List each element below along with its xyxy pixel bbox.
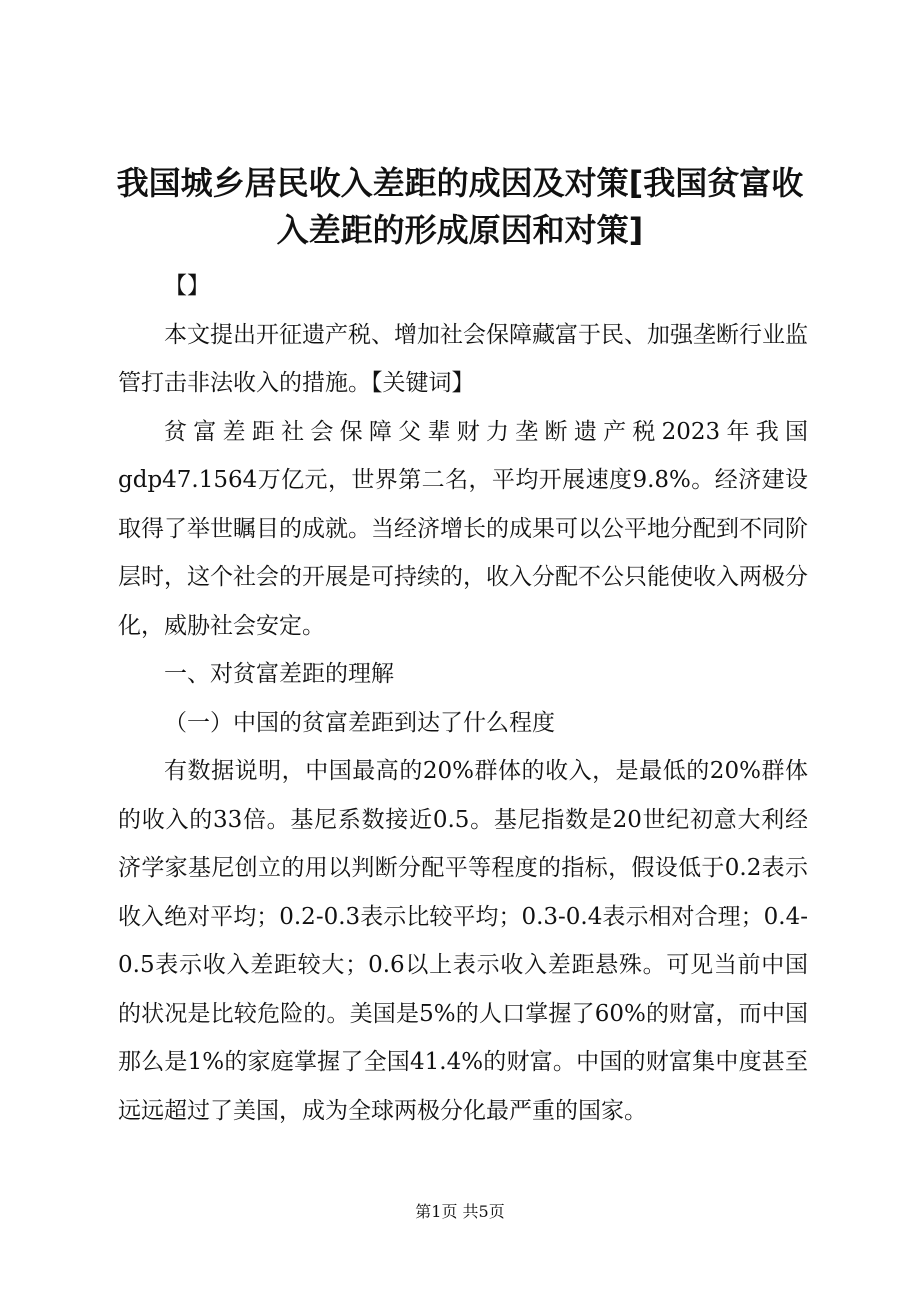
document-body — [118, 262, 808, 1135]
paragraph-abstract: 本文提出开征遗产税、增加社会保障藏富于民、加强垄断行业监管打击非法收入的措施。【关键词】 — [118, 321, 808, 396]
paragraph-brackets: 【】 — [164, 273, 210, 299]
paragraph-keywords-intro: 贫富差距社会保障父辈财力垄断遗产税2023年我国gdp47.1564万亿元，世界第二名，平均开展速度9.8%。经济建设取得了举世瞩目的成就。当经济增长的成果可以公平地分配到不同阶层时，这个社会的开展是可持续的，收入分配不公只能使收入两极分化，威胁社会安定。 — [118, 418, 808, 639]
section-heading: 一、对贫富差距的理解 — [164, 661, 394, 687]
document-title: 我国城乡居民收入差距的成因及对策[我国贫富收入差距的形成原因和对策] — [116, 164, 804, 249]
paragraph-data: 有数据说明，中国最高的20%群体的收入，是最低的20%群体的收入的33倍。基尼系数接近0.5。基尼指数是20世纪初意大利经济学家基尼创立的用以判断分配平等程度的指标，假设低于0.2表示收入绝对平均；0.2-0.3表示比较平均；0.3-0.4表示相对合理；0.4-0.5表示收入差距较大；0.6以上表示收入差距悬殊。可见当前中国的状况是比较危险的。美国是5%的人口掌握了60%的财富，而中国那么是1%的家庭掌握了全国41.4%的财富。中国的财富集中度甚至远远超过了美国，成为全球两极分化最严重的国家。 — [118, 758, 808, 1124]
page-footer: 第1页 共5页 — [415, 1202, 505, 1221]
subsection-heading: （一）中国的贫富差距到达了什么程度 — [164, 709, 555, 736]
